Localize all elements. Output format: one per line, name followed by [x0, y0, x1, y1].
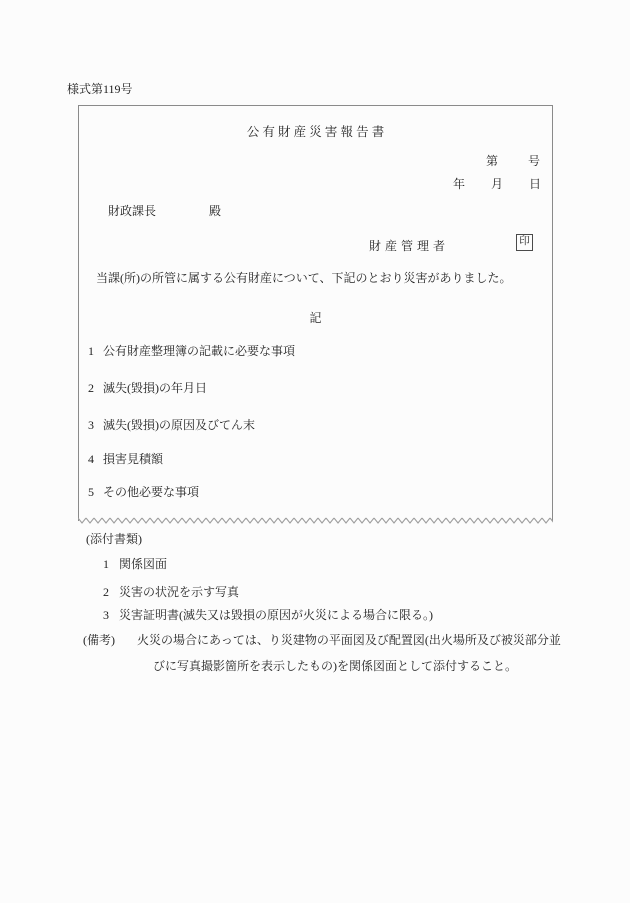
torn-edge	[78, 517, 553, 525]
remarks-label: (備考)	[83, 633, 115, 647]
addressee-title: 財政課長	[108, 204, 157, 218]
list-item-number: 5	[88, 485, 94, 499]
list-item-text: 損害見積額	[103, 452, 164, 466]
date-year-label: 年	[453, 177, 466, 191]
list-item	[88, 418, 255, 432]
record-heading: 記	[309, 311, 322, 325]
sender-label: 財産管理者	[369, 239, 450, 253]
list-item-number: 3	[88, 418, 94, 432]
doc-number-suffix: 号	[528, 154, 541, 168]
attachment-item	[103, 608, 433, 622]
attachment-number: 2	[103, 585, 109, 599]
attachment-item	[103, 557, 167, 571]
attachment-number: 3	[103, 608, 109, 622]
date-day-label: 日	[529, 177, 542, 191]
report-title: 公 有 財 産 災 害 報 告 書	[246, 125, 385, 139]
attachment-text: 関係図面	[119, 557, 168, 571]
attachment-number: 1	[103, 557, 109, 571]
body-paragraph: 当課(所)の所管に属する公有財産について、下記のとおり災害がありました。	[96, 271, 512, 285]
doc-number-prefix: 第	[486, 154, 499, 168]
date-month-label: 月	[491, 177, 504, 191]
remarks-text-line1: 火災の場合にあっては、り災建物の平面図及び配置図(出火場所及び被災部分並	[137, 633, 561, 647]
list-item	[88, 344, 295, 358]
addressee-honorific: 殿	[209, 204, 222, 218]
attachments-heading: (添付書類)	[86, 532, 142, 546]
list-item-text: 滅失(毀損)の年月日	[103, 381, 207, 395]
attachment-item	[103, 585, 239, 599]
list-item-number: 4	[88, 452, 94, 466]
list-item-number: 1	[88, 344, 94, 358]
seal-box: 印	[516, 234, 533, 251]
list-item-text: その他必要な事項	[103, 485, 200, 499]
attachment-text: 災害証明書(滅失又は毀損の原因が火災による場合に限る。)	[119, 608, 433, 622]
remarks-text-line2: びに写真撮影箇所を表示したもの)を関係図面として添付すること。	[153, 659, 517, 673]
attachment-text: 災害の状況を示す写真	[119, 585, 240, 599]
list-item	[88, 485, 199, 499]
list-item-text: 公有財産整理簿の記載に必要な事項	[103, 344, 296, 358]
list-item-text: 滅失(毀損)の原因及びてん末	[103, 418, 255, 432]
list-item	[88, 452, 163, 466]
list-item	[88, 381, 207, 395]
report-form-box	[78, 105, 553, 521]
list-item-number: 2	[88, 381, 94, 395]
form-number: 様式第119号	[67, 82, 133, 96]
